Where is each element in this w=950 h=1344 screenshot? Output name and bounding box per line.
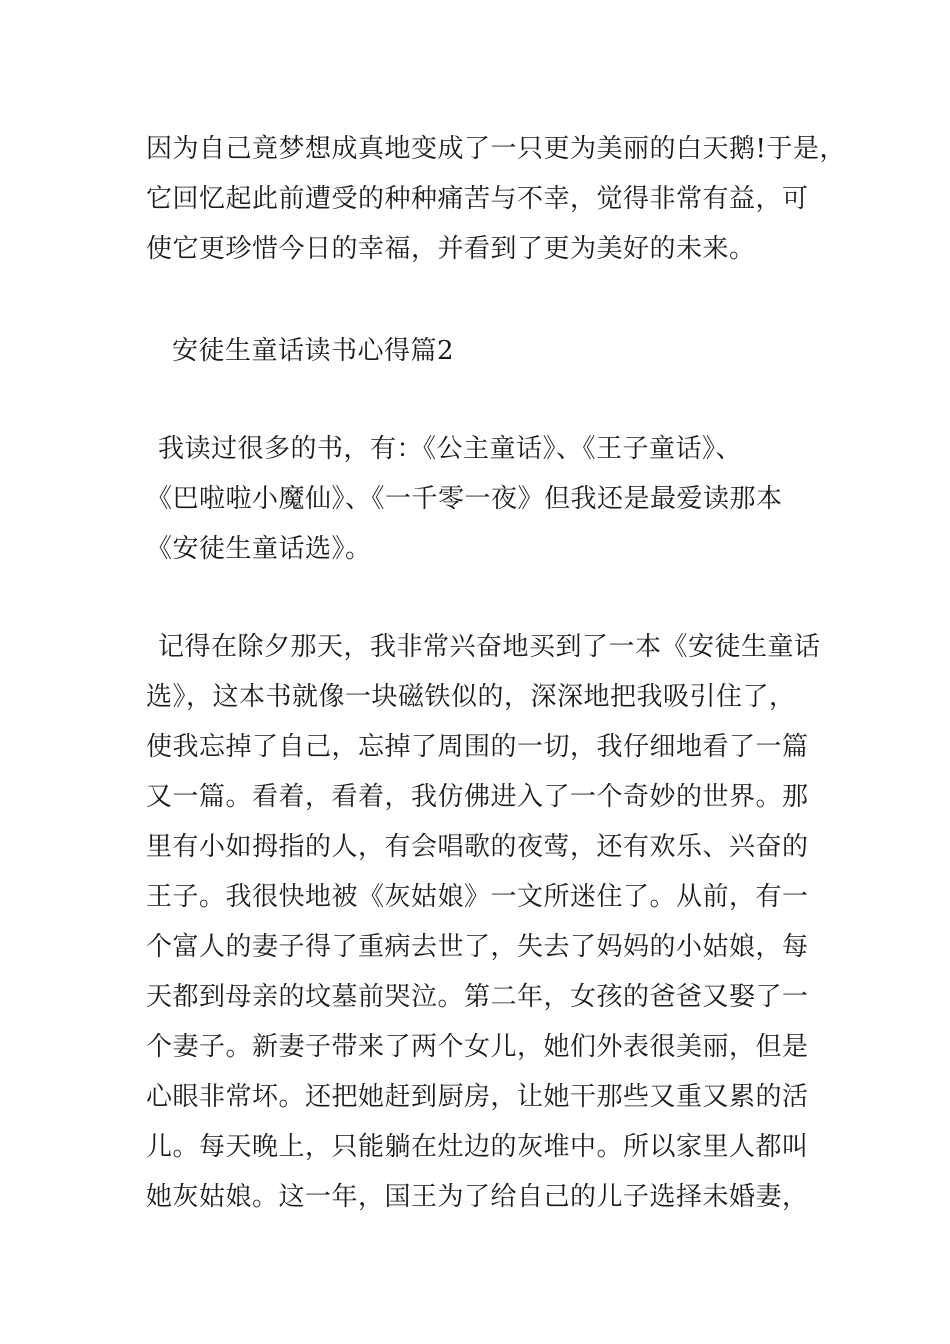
text-line: 儿。每天晚上，只能躺在灶边的灰堆中。所以家里人都叫	[146, 1132, 809, 1162]
text-line: 记得在除夕那天，我非常兴奋地买到了一本《安徒生童话	[158, 632, 821, 662]
text-line: 选》，这本书就像一块磁铁似的，深深地把我吸引住了，	[146, 682, 796, 712]
text-line: 个富人的妻子得了重病去世了，失去了妈妈的小姑娘，每	[146, 932, 809, 962]
text-line: 王子。我很快地被《灰姑娘》一文所迷住了。从前，有一	[146, 882, 809, 912]
text-line: 心眼非常坏。还把她赶到厨房，让她干那些又重又累的活	[146, 1082, 809, 1112]
text-line: 《巴啦啦小魔仙》、《一千零一夜》但我还是最爱读那本	[146, 484, 783, 514]
text-line: 使我忘掉了自己，忘掉了周围的一切，我仔细地看了一篇	[146, 732, 809, 762]
text-line: 使它更珍惜今日的幸福，并看到了更为美好的未来。	[146, 234, 756, 264]
text-line: 它回忆起此前遭受的种种痛苦与不幸，觉得非常有益，可	[146, 184, 809, 214]
text-line: 天都到母亲的坟墓前哭泣。第二年，女孩的爸爸又娶了一	[146, 982, 809, 1012]
text-line: 个妻子。新妻子带来了两个女儿，她们外表很美丽，但是	[146, 1032, 809, 1062]
text-line: 又一篇。看着，看着，我仿佛进入了一个奇妙的世界。那	[146, 782, 809, 812]
text-line: 里有小如拇指的人，有会唱歌的夜莺，还有欢乐、兴奋的	[146, 832, 809, 862]
text-line: 我读过很多的书，有：《公主童话》、《王子童话》、	[158, 434, 743, 464]
text-line: 因为自己竟梦想成真地变成了一只更为美丽的白天鹅!于是，	[146, 134, 846, 164]
text-line: 她灰姑娘。这一年，国王为了给自己的儿子选择未婚妻，	[146, 1182, 809, 1212]
section-heading: 安徒生童话读书心得篇2	[172, 336, 455, 366]
text-line: 《安徒生童话选》。	[146, 534, 372, 564]
